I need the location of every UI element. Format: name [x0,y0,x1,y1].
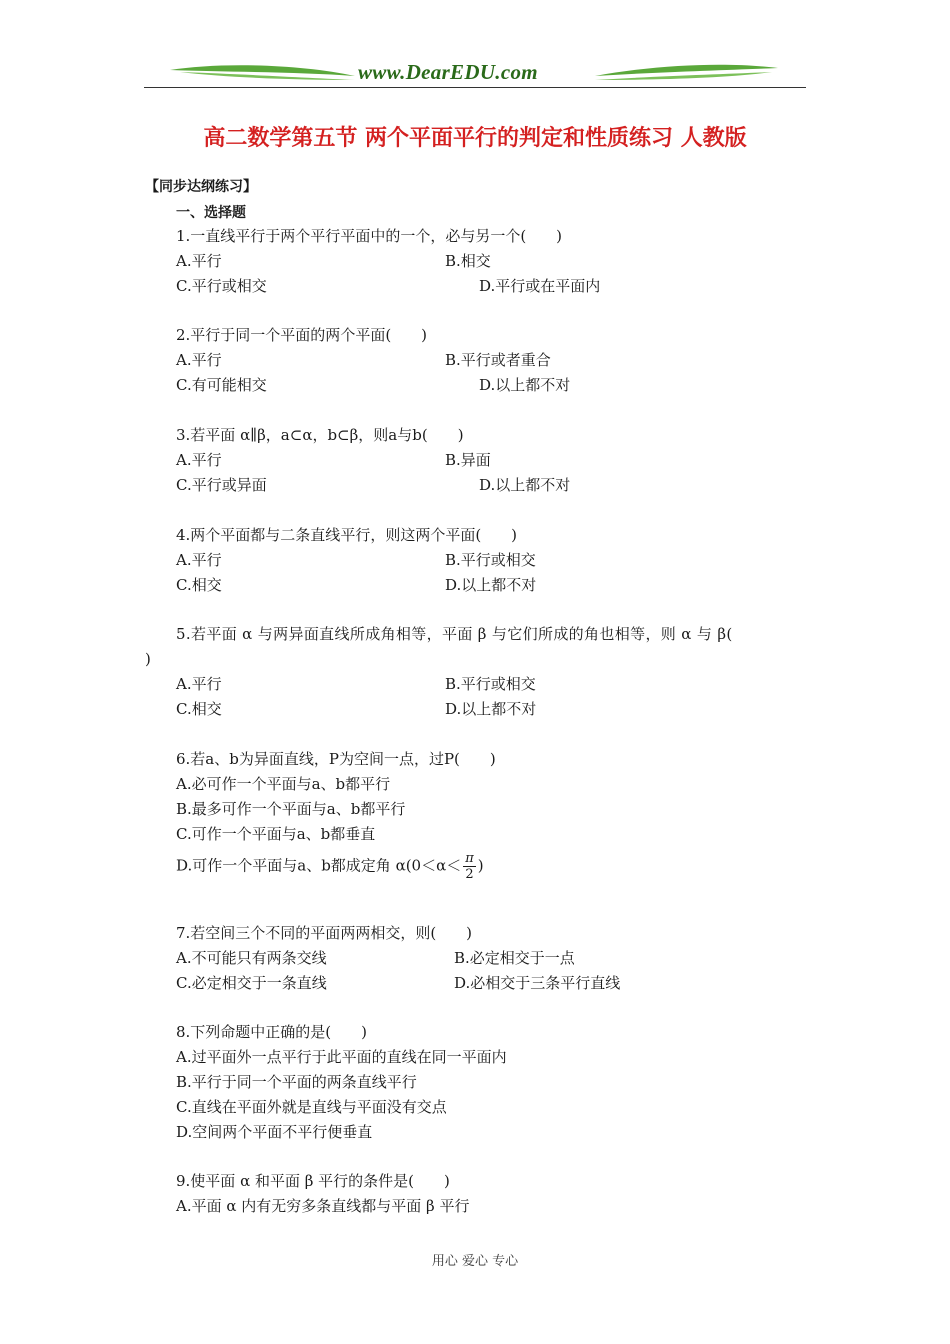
question-6-option-c: C.可作一个平面与a、b都垂直 [176,825,376,843]
question-4-option-c: C.相交 [176,576,222,594]
question-1-option-c: C.平行或相交 [176,277,267,295]
question-7-option-c: C.必定相交于一条直线 [176,974,327,992]
question-9-stem: 9.使平面 α 和平面 β 平行的条件是( ) [176,1172,450,1190]
question-9-option-a: A.平面 α 内有无穷多条直线都与平面 β 平行 [176,1197,470,1215]
question-4-option-b: B.平行或相交 [445,551,536,569]
question-6-option-d [176,851,484,882]
question-3-option-a: A.平行 [176,451,222,469]
pi-over-two-fraction [463,851,476,882]
question-3-option-b: B.异面 [445,451,491,469]
site-logo: www.DearEDU.com [358,60,538,84]
question-5-option-a: A.平行 [176,675,222,693]
question-3-stem: 3.若平面 α∥β，a⊂α，b⊂β，则a与b( ) [176,426,464,444]
question-3-option-d: D.以上都不对 [479,476,571,494]
question-4-option-a: A.平行 [176,551,222,569]
question-2-stem: 2.平行于同一个平面的两个平面( ) [176,326,428,344]
question-6-option-d-close: ) [477,856,484,875]
question-2-option-b: B.平行或者重合 [445,351,551,369]
question-5-option-b: B.平行或相交 [445,675,536,693]
question-4-stem: 4.两个平面都与二条直线平行，则这两个平面( ) [176,526,518,544]
question-5-option-c: C.相交 [176,700,222,718]
question-5-stem-continued: ) [145,650,151,668]
question-8-option-c: C.直线在平面外就是直线与平面没有交点 [176,1098,447,1116]
question-6-option-b: B.最多可作一个平面与a、b都平行 [176,800,406,818]
question-1-option-d: D.平行或在平面内 [479,277,601,295]
question-2-option-a: A.平行 [176,351,222,369]
question-8-option-d: D.空间两个平面不平行便垂直 [176,1123,373,1141]
question-6-option-d-text: D.可作一个平面与a、b都成定角 α(0＜α＜ [176,856,462,875]
question-7-option-d: D.必相交于三条平行直线 [454,974,621,992]
page-footer: 用心 爱心 专心 [431,1254,519,1269]
question-4-option-d: D.以上都不对 [445,576,537,594]
question-5-stem: 5.若平面 α 与两异面直线所成角相等，平面 β 与它们所成的角也相等，则 α 与 β( [176,625,733,643]
question-2-option-c: C.有可能相交 [176,376,267,394]
question-1-option-a: A.平行 [176,252,222,270]
section-heading: 【同步达纲练习】 [145,179,257,195]
fraction-denominator: 2 [465,867,474,882]
subsection-heading: 一、选择题 [176,205,246,221]
question-6-option-a: A.必可作一个平面与a、b都平行 [176,775,391,793]
question-7-option-b: B.必定相交于一点 [454,949,575,967]
question-7-option-a: A.不可能只有两条交线 [176,949,327,967]
question-1-stem: 1.一直线平行于两个平行平面中的一个，必与另一个( ) [176,227,563,245]
question-2-option-d: D.以上都不对 [479,376,571,394]
question-8-option-a: A.过平面外一点平行于此平面的直线在同一平面内 [176,1048,507,1066]
question-6-stem: 6.若a、b为异面直线，P为空间一点，过P( ) [176,750,496,768]
left-swoosh-graphic [170,65,355,76]
question-5-option-d: D.以上都不对 [445,700,537,718]
header-divider [144,87,806,88]
question-8-option-b: B.平行于同一个平面的两条直线平行 [176,1073,417,1091]
document-title: 高二数学第五节 两个平面平行的判定和性质练习 人教版 [203,126,747,151]
question-8-stem: 8.下列命题中正确的是( ) [176,1023,368,1041]
question-7-stem: 7.若空间三个不同的平面两两相交，则( ) [176,924,473,942]
fraction-numerator: π [465,851,474,866]
question-3-option-c: C.平行或异面 [176,476,267,494]
question-1-option-b: B.相交 [445,252,491,270]
